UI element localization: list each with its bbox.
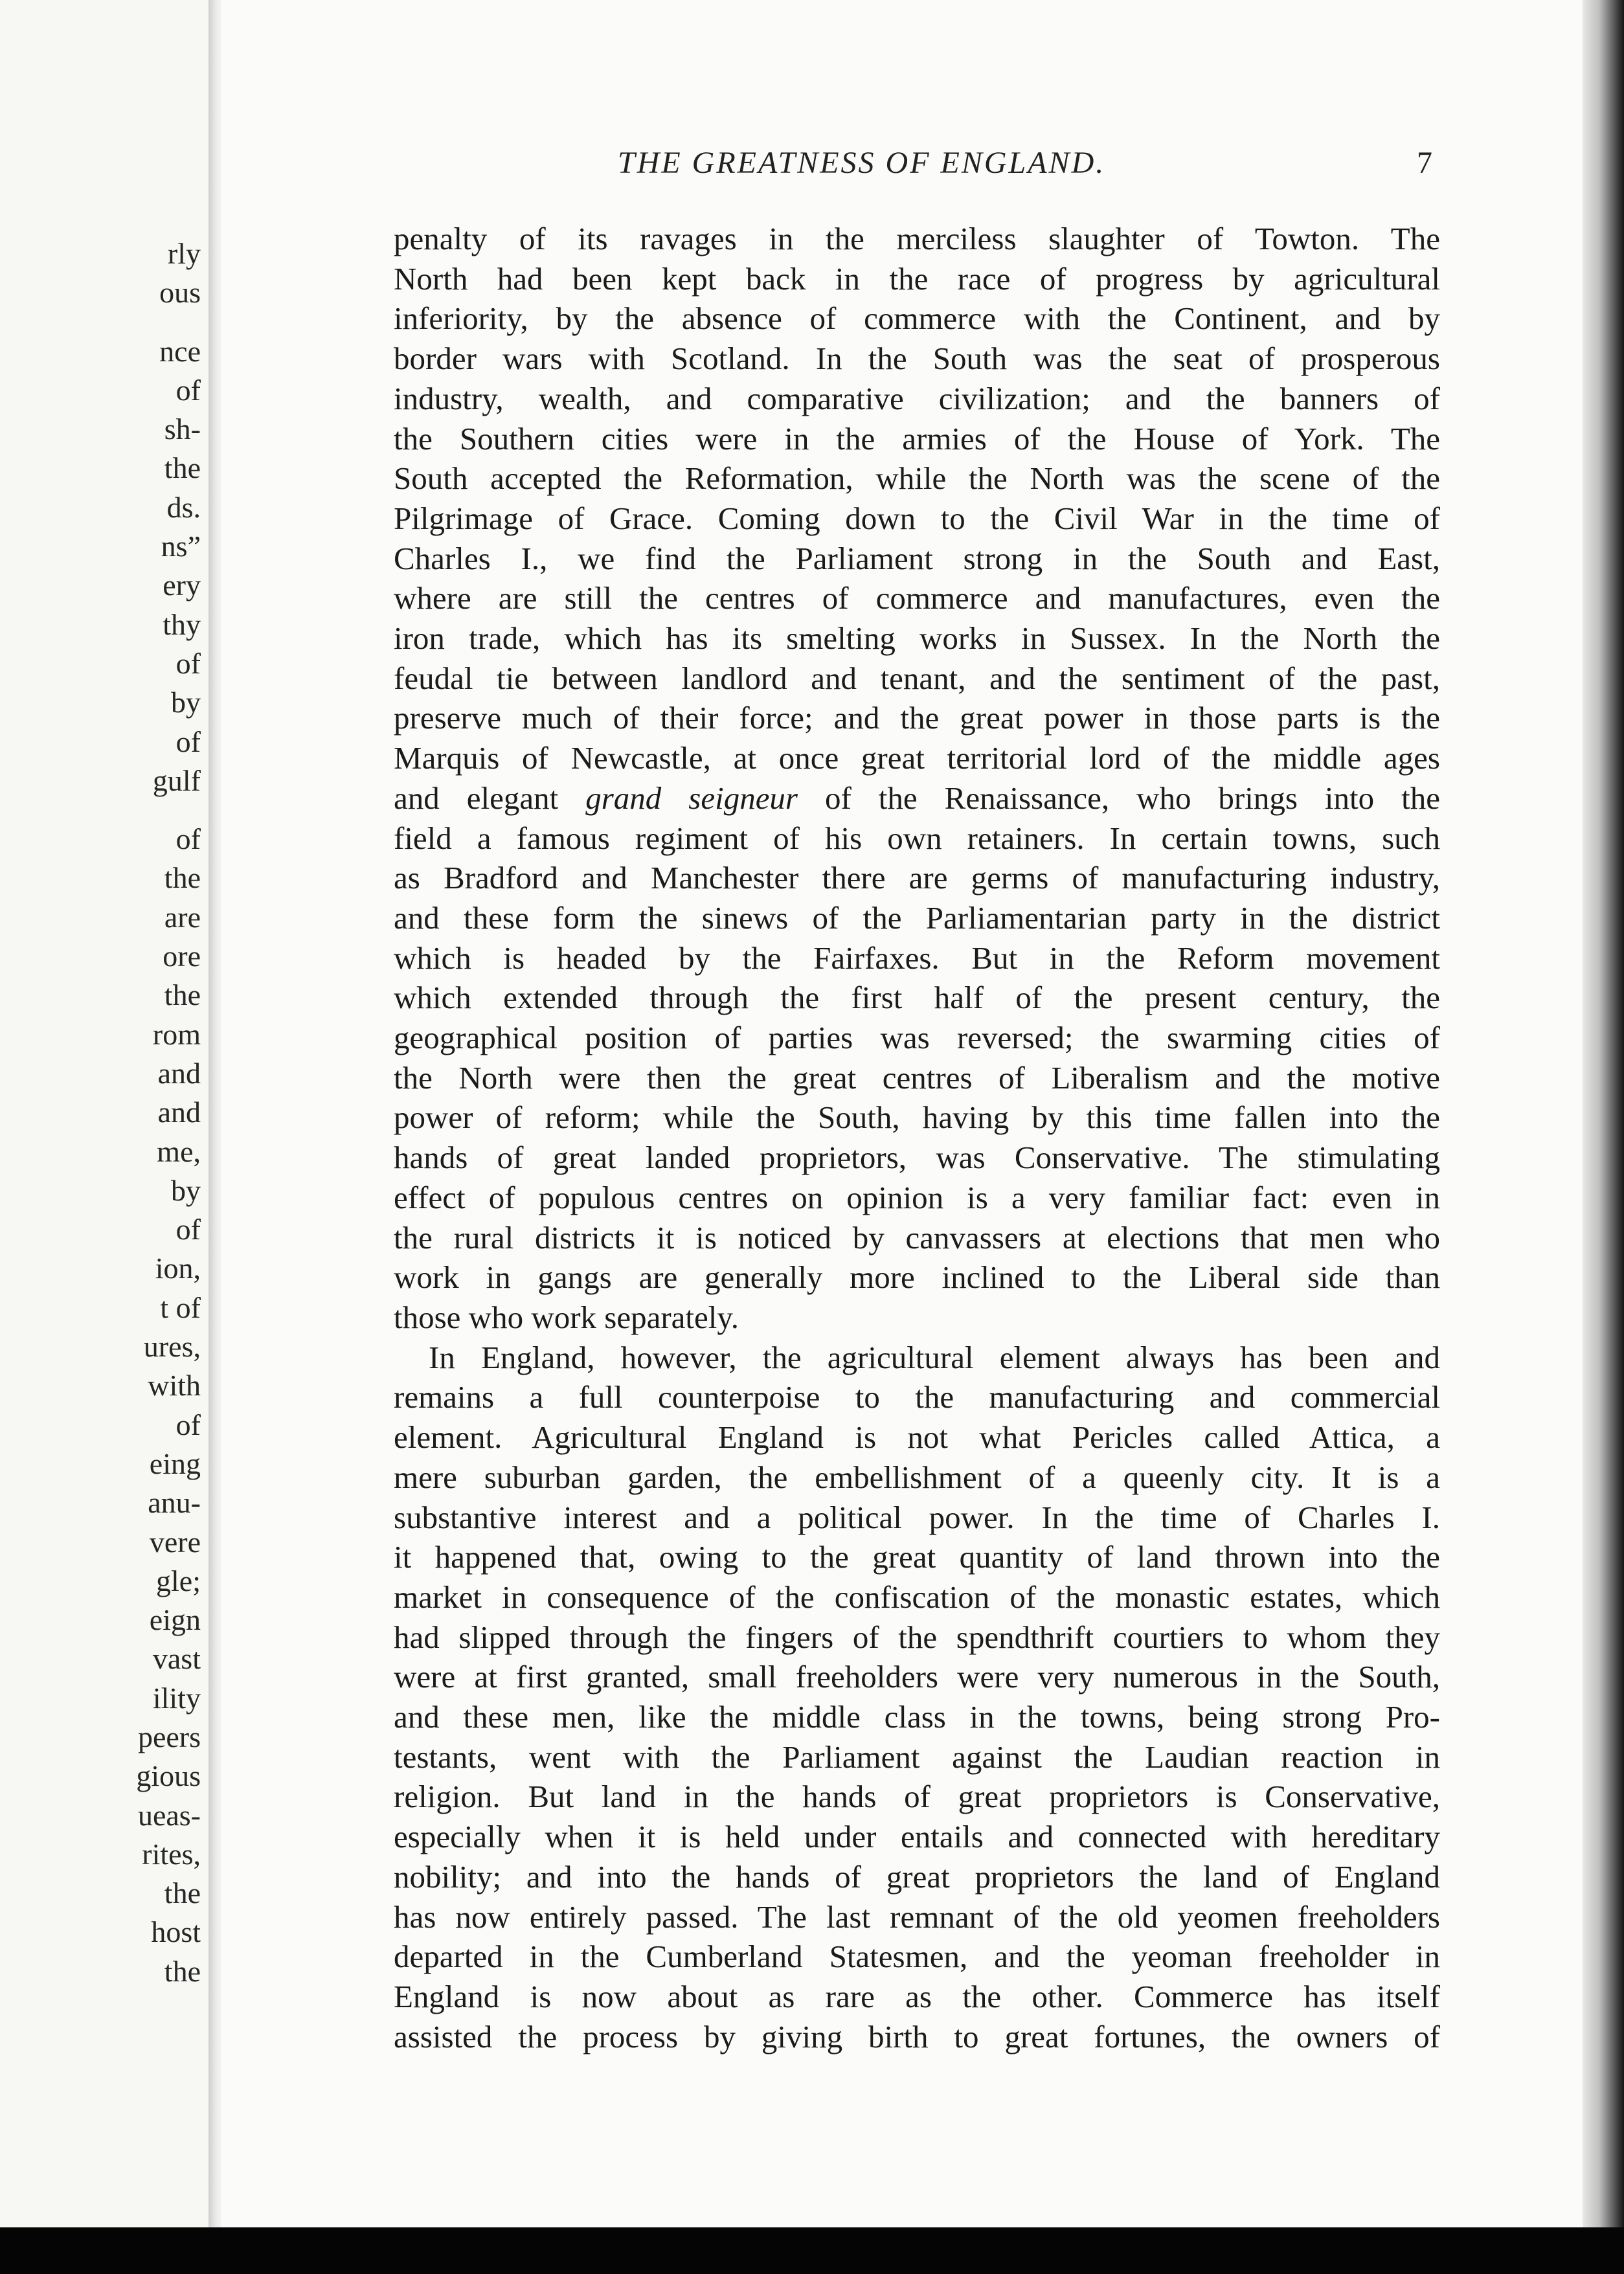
text-line: departed in the Cumberland Statesmen, and the yeoman freeholder in bbox=[394, 1939, 1440, 1975]
text-line: Pilgrimage of Grace. Coming down to the Civil War in the time of bbox=[394, 500, 1440, 536]
facing-page-line: ion, bbox=[155, 1252, 201, 1285]
paragraph-2 bbox=[394, 1338, 1440, 2057]
facing-page-line: ures, bbox=[143, 1330, 201, 1364]
text-line: especially when it is held under entails and connected with hereditary bbox=[394, 1819, 1440, 1855]
facing-page-line: eing bbox=[149, 1447, 201, 1480]
facing-page-line: ore bbox=[163, 940, 201, 973]
facing-page-line: ous bbox=[159, 276, 201, 310]
text-line: inferiority, by the absence of commerce with the Continent, and by bbox=[394, 300, 1440, 337]
text-line: England is now about as rare as the other. Commerce has itself bbox=[394, 1978, 1440, 2014]
page-edge-shadow bbox=[1583, 0, 1624, 2274]
text-line: the North were then the great centres of Liberalism and the motive bbox=[394, 1059, 1440, 1096]
facing-page-line: the bbox=[164, 978, 201, 1012]
text-line: power of reform; while the South, having by this time fallen into the bbox=[394, 1099, 1440, 1136]
text-line: North had been kept back in the race of progress by agricultural bbox=[394, 260, 1440, 297]
facing-page-line: the bbox=[164, 1954, 201, 1988]
facing-page-line: by bbox=[171, 1173, 201, 1207]
facing-page-line: are bbox=[164, 900, 201, 934]
text-line: work in gangs are generally more inclined to the Liberal side than bbox=[394, 1259, 1440, 1296]
facing-page-line bbox=[71, 800, 201, 820]
facing-page-line: of bbox=[175, 1408, 201, 1441]
text-line: iron trade, which has its smelting works in Sussex. In the North the bbox=[394, 620, 1440, 657]
facing-page-line: of bbox=[175, 646, 201, 680]
facing-page-line: the bbox=[164, 451, 201, 485]
facing-page-line bbox=[71, 313, 201, 332]
text-run: of the Renaissance, who brings into the bbox=[825, 780, 1440, 816]
facing-page-text bbox=[71, 234, 201, 1991]
text-line: and these men, like the middle class in the towns, being strong Pro- bbox=[394, 1699, 1440, 1735]
text-line: industry, wealth, and comparative civilization; and the banners of bbox=[394, 380, 1440, 416]
text-line: the rural districts it is noticed by canvassers at elections that men who bbox=[394, 1219, 1440, 1255]
text-line: and these form the sinews of the Parliamentarian party in the district bbox=[394, 899, 1440, 936]
text-line: element. Agricultural England is not what Pericles called Attica, a bbox=[394, 1419, 1440, 1456]
facing-page-line: ds. bbox=[166, 490, 201, 524]
text-line: were at first granted, small freeholders were very numerous in the South, bbox=[394, 1659, 1440, 1695]
text-line: market in consequence of the confiscation of the monastic estates, which bbox=[394, 1579, 1440, 1615]
text-line: Marquis of Newcastle, at once great territorial lord of the middle ages bbox=[394, 740, 1440, 776]
text-line: Charles I., we find the Parliament strong in the South and East, bbox=[394, 540, 1440, 576]
page-number: 7 bbox=[1417, 146, 1432, 180]
text-line: In England, however, the agricultural element always has been and bbox=[429, 1339, 1440, 1375]
facing-page-line: anu- bbox=[148, 1486, 201, 1520]
page-body bbox=[394, 219, 1440, 2056]
text-line: as Bradford and Manchester there are germs of manufacturing industry, bbox=[394, 860, 1440, 896]
facing-page-line: gious bbox=[136, 1759, 201, 1793]
text-line: substantive interest and a political power. In the time of Charles I. bbox=[394, 1499, 1440, 1535]
facing-page-line: gle; bbox=[156, 1564, 201, 1597]
scan-border bbox=[0, 2227, 1624, 2274]
facing-page-line: by bbox=[171, 686, 201, 719]
facing-page-line: vere bbox=[149, 1525, 201, 1559]
text-line: geographical position of parties was reversed; the swarming cities of bbox=[394, 1020, 1440, 1056]
text-line: where are still the centres of commerce and manufactures, even the bbox=[394, 580, 1440, 616]
text-line: the Southern cities were in the armies of the House of York. The bbox=[394, 420, 1440, 456]
facing-page-line: gulf bbox=[152, 763, 201, 797]
text-run: and elegant bbox=[394, 780, 559, 816]
text-line: has now entirely passed. The last remnant of the old yeomen freeholders bbox=[394, 1898, 1440, 1935]
text-line: remains a full counterpoise to the manufacturing and commercial bbox=[394, 1379, 1440, 1415]
text-line: it happened that, owing to the great quantity of land thrown into the bbox=[394, 1539, 1440, 1575]
facing-page-line: peers bbox=[137, 1720, 201, 1753]
text-line: effect of populous centres on opinion is a very familiar fact: even in bbox=[394, 1179, 1440, 1215]
facing-page-line: the bbox=[164, 861, 201, 895]
facing-page-line: rly bbox=[167, 237, 201, 270]
facing-page-line: ility bbox=[152, 1681, 201, 1715]
facing-page-line: vast bbox=[152, 1642, 201, 1676]
facing-page-line: ery bbox=[163, 568, 201, 602]
text-line: religion. But land in the hands of great proprietors is Conservative, bbox=[394, 1779, 1440, 1815]
facing-page-line: rites, bbox=[142, 1837, 201, 1871]
facing-page-line: ns” bbox=[161, 530, 201, 563]
facing-page-line: t of bbox=[160, 1290, 201, 1324]
facing-page-line: nce bbox=[159, 334, 201, 368]
facing-page-line: sh- bbox=[164, 412, 201, 446]
text-line: mere suburban garden, the embellishment of a queenly city. It is a bbox=[394, 1459, 1440, 1495]
facing-page-line: with bbox=[148, 1369, 201, 1402]
text-line: assisted the process by giving birth to great fortunes, the owners of bbox=[394, 2018, 1440, 2054]
facing-page-line: ueas- bbox=[137, 1798, 201, 1832]
facing-page-line: eign bbox=[149, 1603, 201, 1637]
italic-phrase: grand seigneur bbox=[585, 780, 798, 816]
text-line: field a famous regiment of his own retainers. In certain towns, such bbox=[394, 820, 1440, 856]
facing-page-line: and bbox=[157, 1056, 201, 1090]
text-line: testants, went with the Parliament against the Laudian reaction in bbox=[394, 1739, 1440, 1775]
text-line bbox=[394, 778, 1440, 818]
text-line: which is headed by the Fairfaxes. But in the Reform movement bbox=[394, 940, 1440, 976]
facing-page-line: of bbox=[175, 725, 201, 758]
book-gutter bbox=[209, 0, 221, 2227]
paragraph-1 bbox=[394, 219, 1440, 1338]
facing-page-line: me, bbox=[157, 1134, 201, 1168]
text-line: feudal tie between landlord and tenant, and the sentiment of the past, bbox=[394, 660, 1440, 696]
facing-page-line: thy bbox=[163, 607, 201, 641]
text-line: penalty of its ravages in the merciless slaughter of Towton. The bbox=[394, 221, 1440, 256]
text-line: border wars with Scotland. In the South was the seat of prosperous bbox=[394, 341, 1440, 377]
facing-page-line: of bbox=[175, 1213, 201, 1246]
facing-page-line: and bbox=[157, 1096, 201, 1129]
text-line: preserve much of their force; and the great power in those parts is the bbox=[394, 700, 1440, 736]
text-line: had slipped through the fingers of the spendthrift courtiers to whom they bbox=[394, 1619, 1440, 1655]
facing-page-line: host bbox=[151, 1915, 201, 1949]
facing-page-line: the bbox=[164, 1876, 201, 1910]
text-line: hands of great landed proprietors, was Conservative. The stimulating bbox=[394, 1140, 1440, 1176]
text-line: those who work separately. bbox=[394, 1299, 739, 1335]
running-head: THE GREATNESS OF ENGLAND. bbox=[618, 146, 1106, 180]
facing-page-line: rom bbox=[152, 1017, 201, 1051]
facing-page-line: of bbox=[175, 373, 201, 407]
facing-page-fragment bbox=[0, 0, 209, 2227]
text-line: nobility; and into the hands of great proprietors the land of England bbox=[394, 1858, 1440, 1895]
text-line: which extended through the first half of the present century, the bbox=[394, 980, 1440, 1016]
text-line: South accepted the Reformation, while the North was the scene of the bbox=[394, 460, 1440, 497]
facing-page-line: of bbox=[175, 822, 201, 856]
